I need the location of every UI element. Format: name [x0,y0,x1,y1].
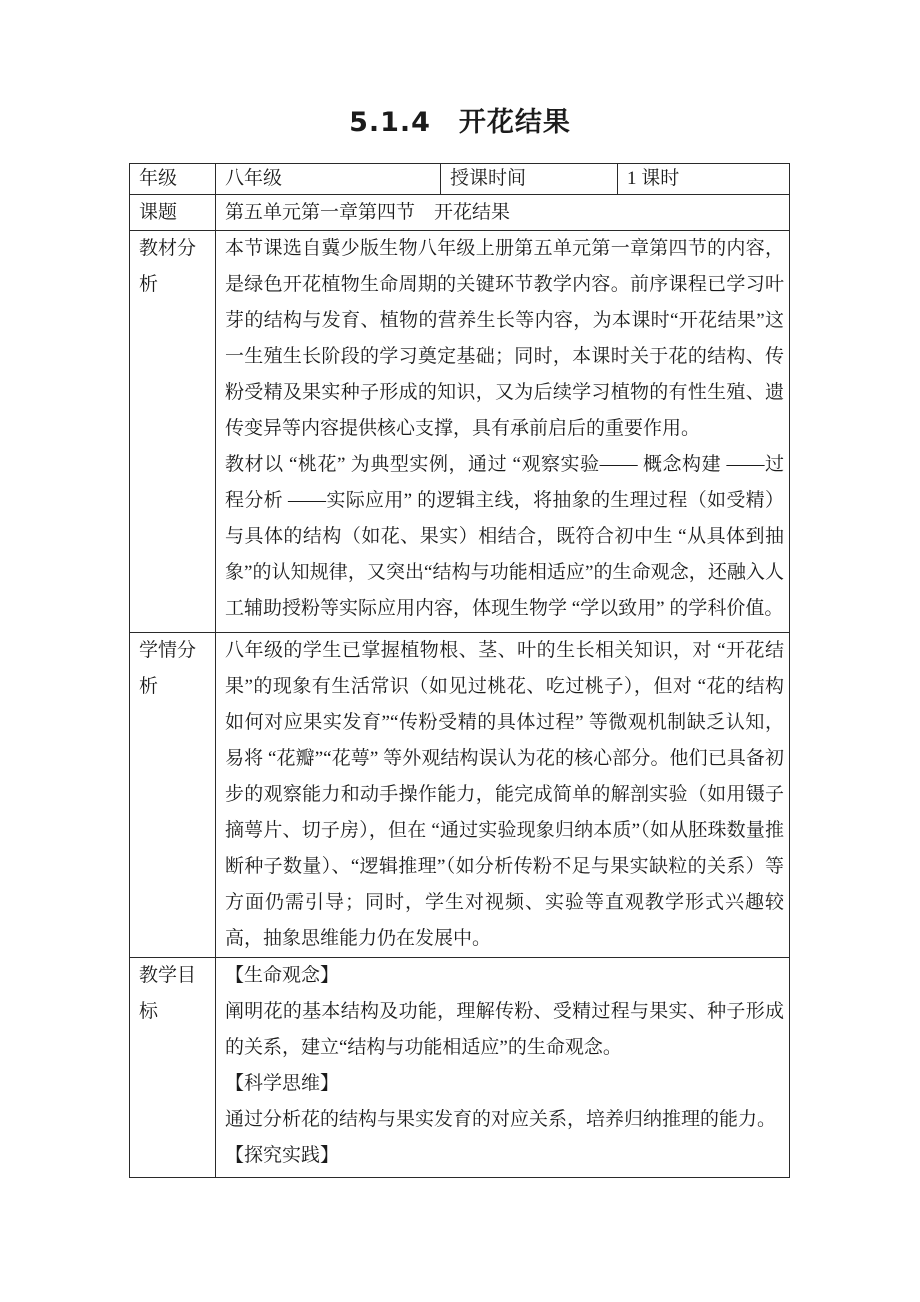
topic-value: 第五单元第一章第四节 开花结果 [216,195,790,231]
objectives-row [130,958,790,1178]
objectives-heading-life-concept: 【生命观念】 [225,965,340,986]
objectives-label: 教学目标 [130,958,216,1178]
learner-analysis-body [216,633,790,958]
lesson-plan-table [129,163,790,1178]
material-analysis-label: 教材分析 [130,231,216,633]
learner-analysis-paragraph-1: 八年级的学生已掌握植物根、茎、叶的生长相关知识，对 “开花结果”的现象有生活常识（如见过桃花、吃过桃子），但对 “花的结构如何对应果实发育”“传粉受精的具体过程” 等微观机制缺乏认知，易将 “花瓣”“花萼” 等外观结构误认为花的核心部分。他们已具备初步的观察能力和动手操作能力，能完成简单的解剖实验（如用镊子摘萼片、切子房），但在 “通过实验现象归纳本质”（如从胚珠数量推断种子数量）、“逻辑推理”（如分析传粉不足与果实缺粒的关系）等方面仍需引导；同时，学生对视频、实验等直观教学形式兴趣较高，抽象思维能力仍在发展中。 [225,640,784,949]
material-analysis-paragraph-1: 本节课选自冀少版生物八年级上册第五单元第一章第四节的内容，是绿色开花植物生命周期的关键环节教学内容。前序课程已学习叶芽的结构与发育、植物的营养生长等内容，为本课时“开花结果”这一生殖生长阶段的学习奠定基础；同时，本课时关于花的结构、传粉受精及果实种子形成的知识，又为后续学习植物的有性生殖、遗传变异等内容提供核心支撑，具有承前启后的重要作用。 [225,238,784,439]
objectives-paragraph-scientific-thinking: 通过分析花的结构与果实发育的对应关系，培养归纳推理的能力。 [225,1109,777,1130]
material-analysis-body [216,231,790,633]
topic-label: 课题 [130,195,216,231]
material-analysis-row [130,231,790,633]
learner-analysis-row [130,633,790,958]
objectives-paragraph-life-concept: 阐明花的基本结构及功能，理解传粉、受精过程与果实、种子形成的关系，建立“结构与功能相适应”的生命观念。 [225,1001,784,1058]
material-analysis-paragraph-2: 教材以 “桃花” 为典型实例，通过 “观察实验—— 概念构建 ——过程分析 ——实际应用” 的逻辑主线，将抽象的生理过程（如受精）与具体的结构（如花、果实）相结合，既符合初中生 “从具体到抽象”的认知规律，又突出“结构与功能相适应”的生命观念，还融入人工辅助授粉等实际应用内容，体现生物学 “学以致用” 的学科价值。 [225,454,784,619]
grade-label: 年级 [130,164,216,195]
objectives-heading-scientific-thinking: 【科学思维】 [225,1073,340,1094]
grade-row [130,164,790,195]
learner-analysis-label: 学情分析 [130,633,216,958]
grade-value: 八年级 [216,164,441,195]
topic-row [130,195,790,231]
objectives-heading-inquiry-practice: 【探究实践】 [225,1145,340,1166]
class-time-label: 授课时间 [441,164,618,195]
document-title: 5.1.4 开花结果 [349,107,571,138]
objectives-body [216,958,790,1178]
class-time-value: 1 课时 [618,164,790,195]
